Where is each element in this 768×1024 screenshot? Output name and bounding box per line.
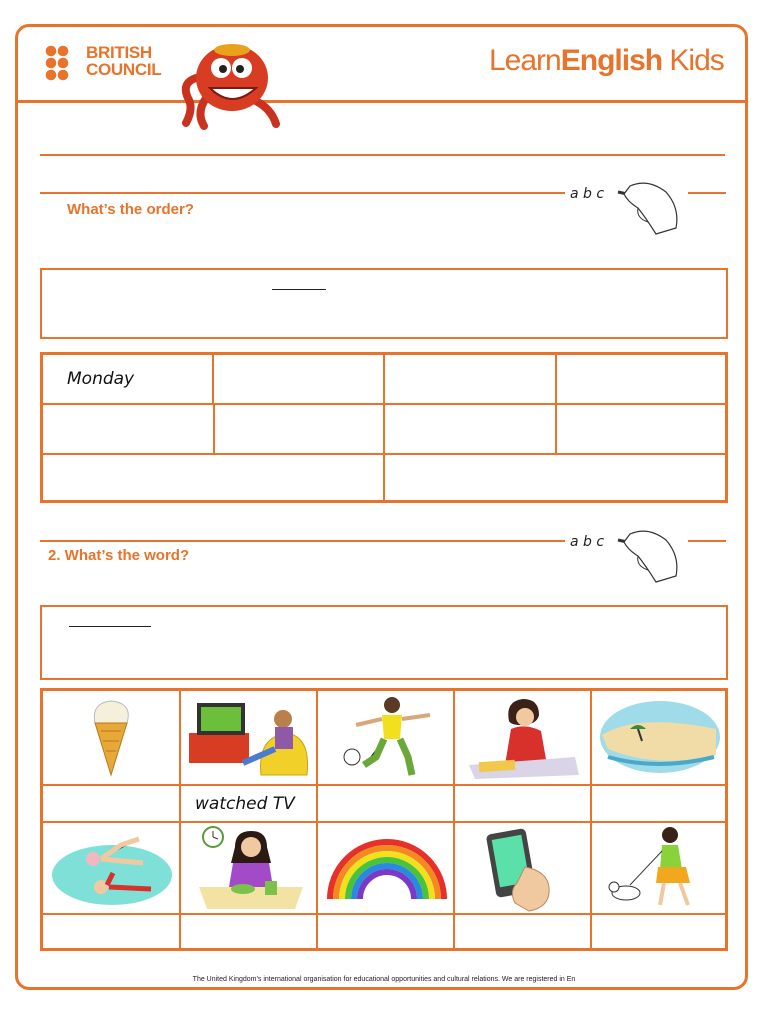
section1-rule-left [40, 192, 565, 194]
learnenglish-kids-logo [489, 44, 724, 78]
header-divider [18, 100, 748, 103]
answer-monday: Monday [67, 369, 135, 389]
section2-rule-right [688, 540, 726, 542]
rainbow-icon [326, 837, 448, 901]
picture-cell [317, 690, 454, 785]
walking-dog-icon [606, 825, 716, 913]
table-cell[interactable] [42, 354, 213, 404]
table-cell[interactable] [42, 454, 384, 501]
answer-cell[interactable] [180, 785, 317, 822]
section2-word-box [40, 605, 728, 680]
title-line [40, 154, 725, 156]
bc-line1: BRITISH [86, 43, 152, 62]
lek-learn: Learn [489, 44, 561, 77]
eating-breakfast-icon [191, 823, 309, 913]
table-cell[interactable] [384, 404, 556, 454]
answer-blank[interactable] [272, 289, 326, 290]
answer-cell[interactable] [180, 914, 317, 949]
swimming-icon [51, 829, 173, 909]
lek-kids: Kids [662, 44, 724, 77]
table-cell[interactable] [213, 354, 384, 404]
picture-cell [591, 822, 726, 914]
beach-icon [598, 699, 722, 777]
ice-cream-cone-icon [81, 697, 141, 779]
answer-cell[interactable] [591, 914, 726, 949]
answer-cell[interactable] [317, 914, 454, 949]
writing-hand-icon [568, 526, 688, 586]
table-cell[interactable] [42, 404, 214, 454]
table-cell[interactable] [384, 454, 726, 501]
answer-cell[interactable] [42, 914, 180, 949]
picture-grid [40, 688, 728, 951]
days-table [40, 352, 728, 503]
table-cell[interactable] [556, 354, 726, 404]
watching-tv-icon [187, 697, 313, 779]
answer-cell[interactable] [454, 785, 591, 822]
picture-cell [454, 690, 591, 785]
section1-rule-right [688, 192, 726, 194]
table-cell[interactable] [214, 404, 384, 454]
answer-cell[interactable] [42, 785, 180, 822]
section1-title: What’s the order? [67, 201, 194, 218]
section1-word-box [40, 268, 728, 339]
british-council-wordmark [86, 44, 161, 78]
picture-cell [180, 690, 317, 785]
picture-cell [180, 822, 317, 914]
british-council-logo [45, 44, 185, 84]
footer-text: The United Kingdom’s international organisation for educational opportunities and cultural relations. We are registered in En [192, 976, 576, 983]
table-cell[interactable] [384, 354, 556, 404]
picture-cell [591, 690, 726, 785]
answer-watched-tv: watched TV [195, 794, 295, 814]
picture-cell [454, 822, 591, 914]
answer-cell[interactable] [591, 785, 726, 822]
lek-english: English [560, 44, 663, 77]
picture-cell [317, 822, 454, 914]
monster-mascot-icon [176, 38, 286, 130]
answer-cell[interactable] [454, 914, 591, 949]
hand-letters-2: a b c [570, 534, 605, 550]
mobile-phone-icon [485, 827, 565, 913]
section2-rule-left [40, 540, 565, 542]
playing-football-icon [338, 695, 438, 781]
section2-title: 2. What’s the word? [48, 547, 190, 564]
answer-blank[interactable] [69, 626, 151, 627]
answer-cell[interactable] [317, 785, 454, 822]
picture-cell [42, 690, 180, 785]
hand-letters-1: a b c [570, 186, 605, 202]
writing-hand-icon [568, 178, 688, 238]
bc-line2: COUNCIL [86, 60, 162, 79]
doing-homework-icon [465, 695, 583, 781]
british-council-dots-icon [45, 45, 81, 81]
picture-cell [42, 822, 180, 914]
table-cell[interactable] [556, 404, 726, 454]
